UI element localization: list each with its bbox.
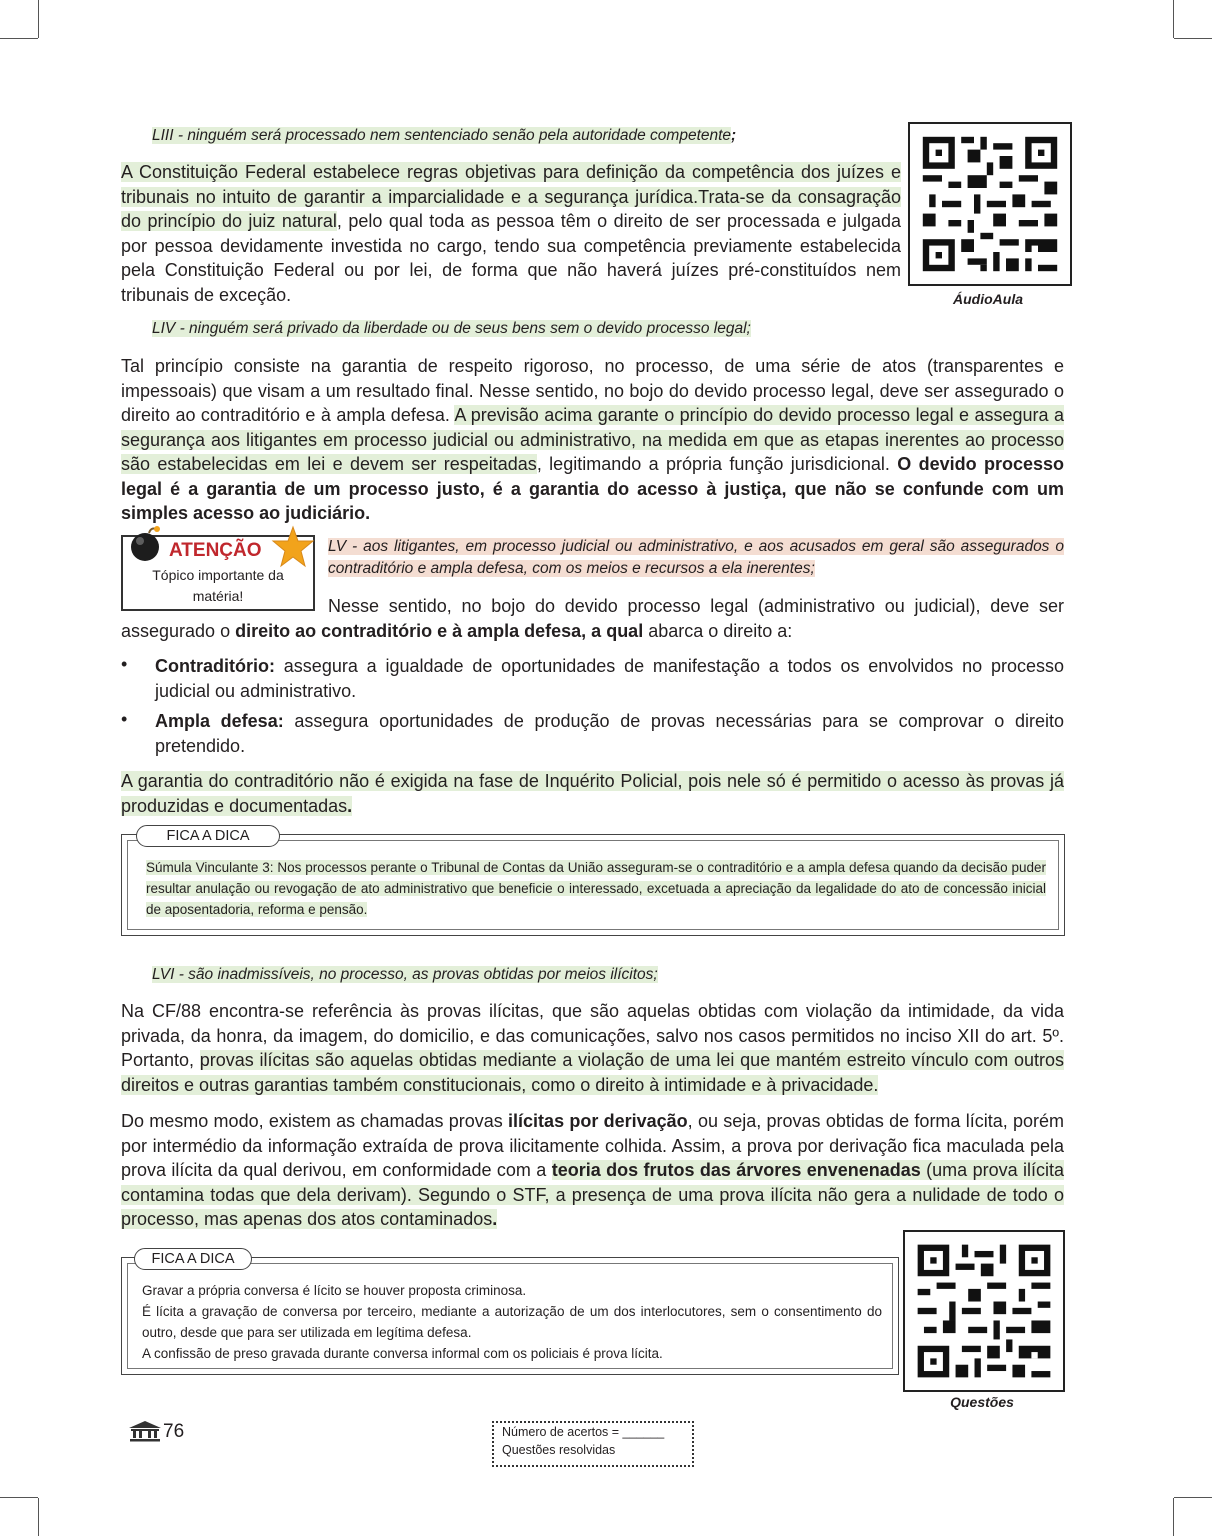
lvi-paragraph-2 [121, 1109, 1064, 1232]
liv-text: Tal princípio consiste na garantia de respeito rigoroso, no processo, de uma série de atos (transparentes e impessoais) que visam a um resultado final. Nesse sentido, no bojo do devido processo legal, deve ser assegurado o direito ao contraditório e à ampla defesa. [121, 356, 1064, 425]
lvi-heading [152, 966, 658, 984]
lv-heading-text: LV - aos litigantes, em processo judicial ou administrativo, e aos acusados em geral são assegurados o contraditório e ampla defesa, com os meios e recursos a ela inerentes; [328, 538, 1064, 577]
lvi-p2-a: Do mesmo modo, existem as chamadas provas [121, 1111, 509, 1131]
crop-mark [1174, 1497, 1212, 1498]
counter-line-1: Número de acertos = ______ [502, 1425, 665, 1439]
lvi-p2-b: ilícitas por derivação [508, 1111, 688, 1131]
bullet-term: Contraditório: [155, 656, 275, 676]
answer-counter-box [492, 1421, 694, 1467]
lv-note [121, 769, 1064, 818]
lvi-highlight: provas ilícitas são aquelas obtidas mediante a violação de uma lei que mantém estreito vínculo com outros direitos e outras garantias também constitucionais, como o direito à intimidade e à privacidade. [121, 1050, 1064, 1095]
lvi-heading-text: LVI - são inadmissíveis, no processo, as provas obtidas por meios ilícitos; [152, 966, 658, 983]
tip-line: É lícita a gravação de conversa por terceiro, mediante a autorização de um dos interlocutores, sem o consentimento do outro, desde que para ser utilizada em legítima defesa. [142, 1304, 882, 1340]
tip-line: Gravar a própria conversa é lícito se houver proposta criminosa. [142, 1283, 527, 1298]
qr-caption-questoes: Questões [950, 1394, 1014, 1410]
page-number: 76 [163, 1421, 185, 1442]
liv-heading [152, 320, 751, 338]
lvi-p2-d: teoria dos frutos das árvores envenenadas [551, 1160, 921, 1180]
counter-line-2: Questões resolvidas [502, 1443, 616, 1457]
bullet-term: Ampla defesa: [155, 711, 284, 731]
qr-code-questoes[interactable] [903, 1230, 1065, 1392]
liv-paragraph [121, 354, 1064, 526]
bullet-contraditorio [155, 654, 1064, 703]
bullet-ampla-defesa [155, 709, 1064, 758]
lv-bold: direito ao contraditório e à ampla defesa, a qual [235, 620, 644, 641]
liii-highlight: A Constituição Federal estabelece regras objetivas para definição da competência dos juízes e tribunais no intuito de garantir a imparcialidade e a segurança jurídica.Trata-se da consagração do princípio do juiz natural [121, 162, 901, 231]
crop-mark [1173, 1498, 1174, 1536]
lv-note-end: . [347, 795, 353, 816]
crop-mark [0, 38, 38, 39]
liii-heading [152, 127, 736, 145]
lv-text-end: abarca o direito a: [643, 620, 793, 641]
atencao-subtitle: Tópico importante da matéria! [152, 567, 284, 604]
liv-heading-text: LIV - ninguém será privado da liberdade ou de seus bens sem o devido processo legal; [152, 320, 751, 337]
bomb-icon [129, 525, 165, 563]
tip-text-2 [142, 1280, 882, 1364]
bullet-dot: • [121, 654, 128, 674]
crop-mark [38, 1498, 39, 1536]
tip-line: A confissão de preso gravada durante conversa informal com os policiais é prova lícita. [142, 1346, 663, 1361]
lv-heading [328, 536, 1064, 580]
lvi-p2-e: (uma prova ilícita contamina todas que dela derivam). Segundo o STF, a presença de uma prova ilícita não gera a nulidade de todo o processo, mas apenas dos atos contaminados [121, 1160, 1064, 1229]
atencao-title: ATENÇÃO [169, 540, 262, 561]
tip-tab-1: FICA A DICA [136, 825, 280, 847]
lvi-p2-c: , ou seja, provas obtidas de forma lícita, porém por intermédio da informação extraída de prova ilicitamente colhida. Assim, a prova por derivação fica maculada pela prova ilícita da qual derivou, em conformidade com a [121, 1111, 1065, 1180]
crop-mark [38, 0, 39, 38]
lvi-text: Na CF/88 encontra-se referência às provas ilícitas, que são aquelas obtidas com violação da intimidade, da vida privada, da honra, da imagem, do domicilio, e das comunicações, salvo nos casos permitidos no inciso XII do art. 5º. Portanto, [121, 1001, 1064, 1070]
liv-text-after: , legitimando a própria função jurisdicional. [536, 454, 898, 474]
liii-text: , pelo qual toda as pessoa têm o direito de ser processada e julgada por pessoa devidamente investida no cargo, tendo sua competência previamente estabelecida pela Constituição Federal ou por lei, de forma que não haverá juízes pré-constituídos nem tribunais de exceção. [121, 211, 901, 305]
bullet-dot: • [121, 709, 128, 729]
qr-code-icon [905, 1232, 1063, 1390]
tip-text-1 [146, 857, 1046, 920]
lvi-paragraph-1 [121, 999, 1064, 1097]
institution-logo-icon [128, 1420, 162, 1442]
liii-paragraph [121, 160, 901, 307]
bullet-text: assegura a igualdade de oportunidades de manifestação a todos os envolvidos no processo judicial ou administrativo. [155, 656, 1064, 701]
qr-code-icon [910, 124, 1070, 284]
liv-highlight: A previsão acima garante o princípio do devido processo legal e assegura a segurança aos litigantes em processo judicial ou administrativo, na medida em que as etapas inerentes ao processo são estabelecidas em lei e devem ser respeitadas [121, 405, 1064, 474]
star-icon [271, 525, 315, 569]
lv-note-text: A garantia do contraditório não é exigida na fase de Inquérito Policial, pois nele só é permitido o acesso às provas já produzidas e documentadas [121, 771, 1064, 816]
bullet-text: assegura oportunidades de produção de provas necessárias para se comprovar o direito pretendido. [155, 711, 1064, 756]
liii-heading-text: LIII - ninguém será processado nem sentenciado senão pela autoridade competente [152, 127, 732, 144]
crop-mark [1174, 38, 1212, 39]
tip-tab-2: FICA A DICA [134, 1248, 252, 1270]
liv-bold: O devido processo legal é a garantia de um processo justo, é a garantia do acesso à justiça, que não se confunde com um simples acesso ao judiciário. [121, 454, 1065, 523]
crop-mark [0, 1497, 38, 1498]
tip-text-1-content: Súmula Vinculante 3: Nos processos perante o Tribunal de Contas da União asseguram-se o contraditório e a ampla defesa quando da decisão puder resultar anulação ou revogação de ato administrativo que beneficie o interessado, excetuada a apreciação da legalidade do ato de concessão inicial de aposentadoria, reforma e pensão. [146, 860, 1046, 917]
lvi-p2-f: . [492, 1209, 498, 1229]
lv-text: Nesse sentido, no bojo do devido processo legal (administrativo ou judicial), deve ser assegurado o [121, 596, 1064, 641]
qr-caption-audioaula: ÁudioAula [953, 291, 1023, 307]
crop-mark [1173, 0, 1174, 38]
liii-heading-end: ; [731, 127, 737, 144]
qr-code-audioaula[interactable] [908, 122, 1072, 286]
lv-paragraph [121, 594, 1064, 643]
